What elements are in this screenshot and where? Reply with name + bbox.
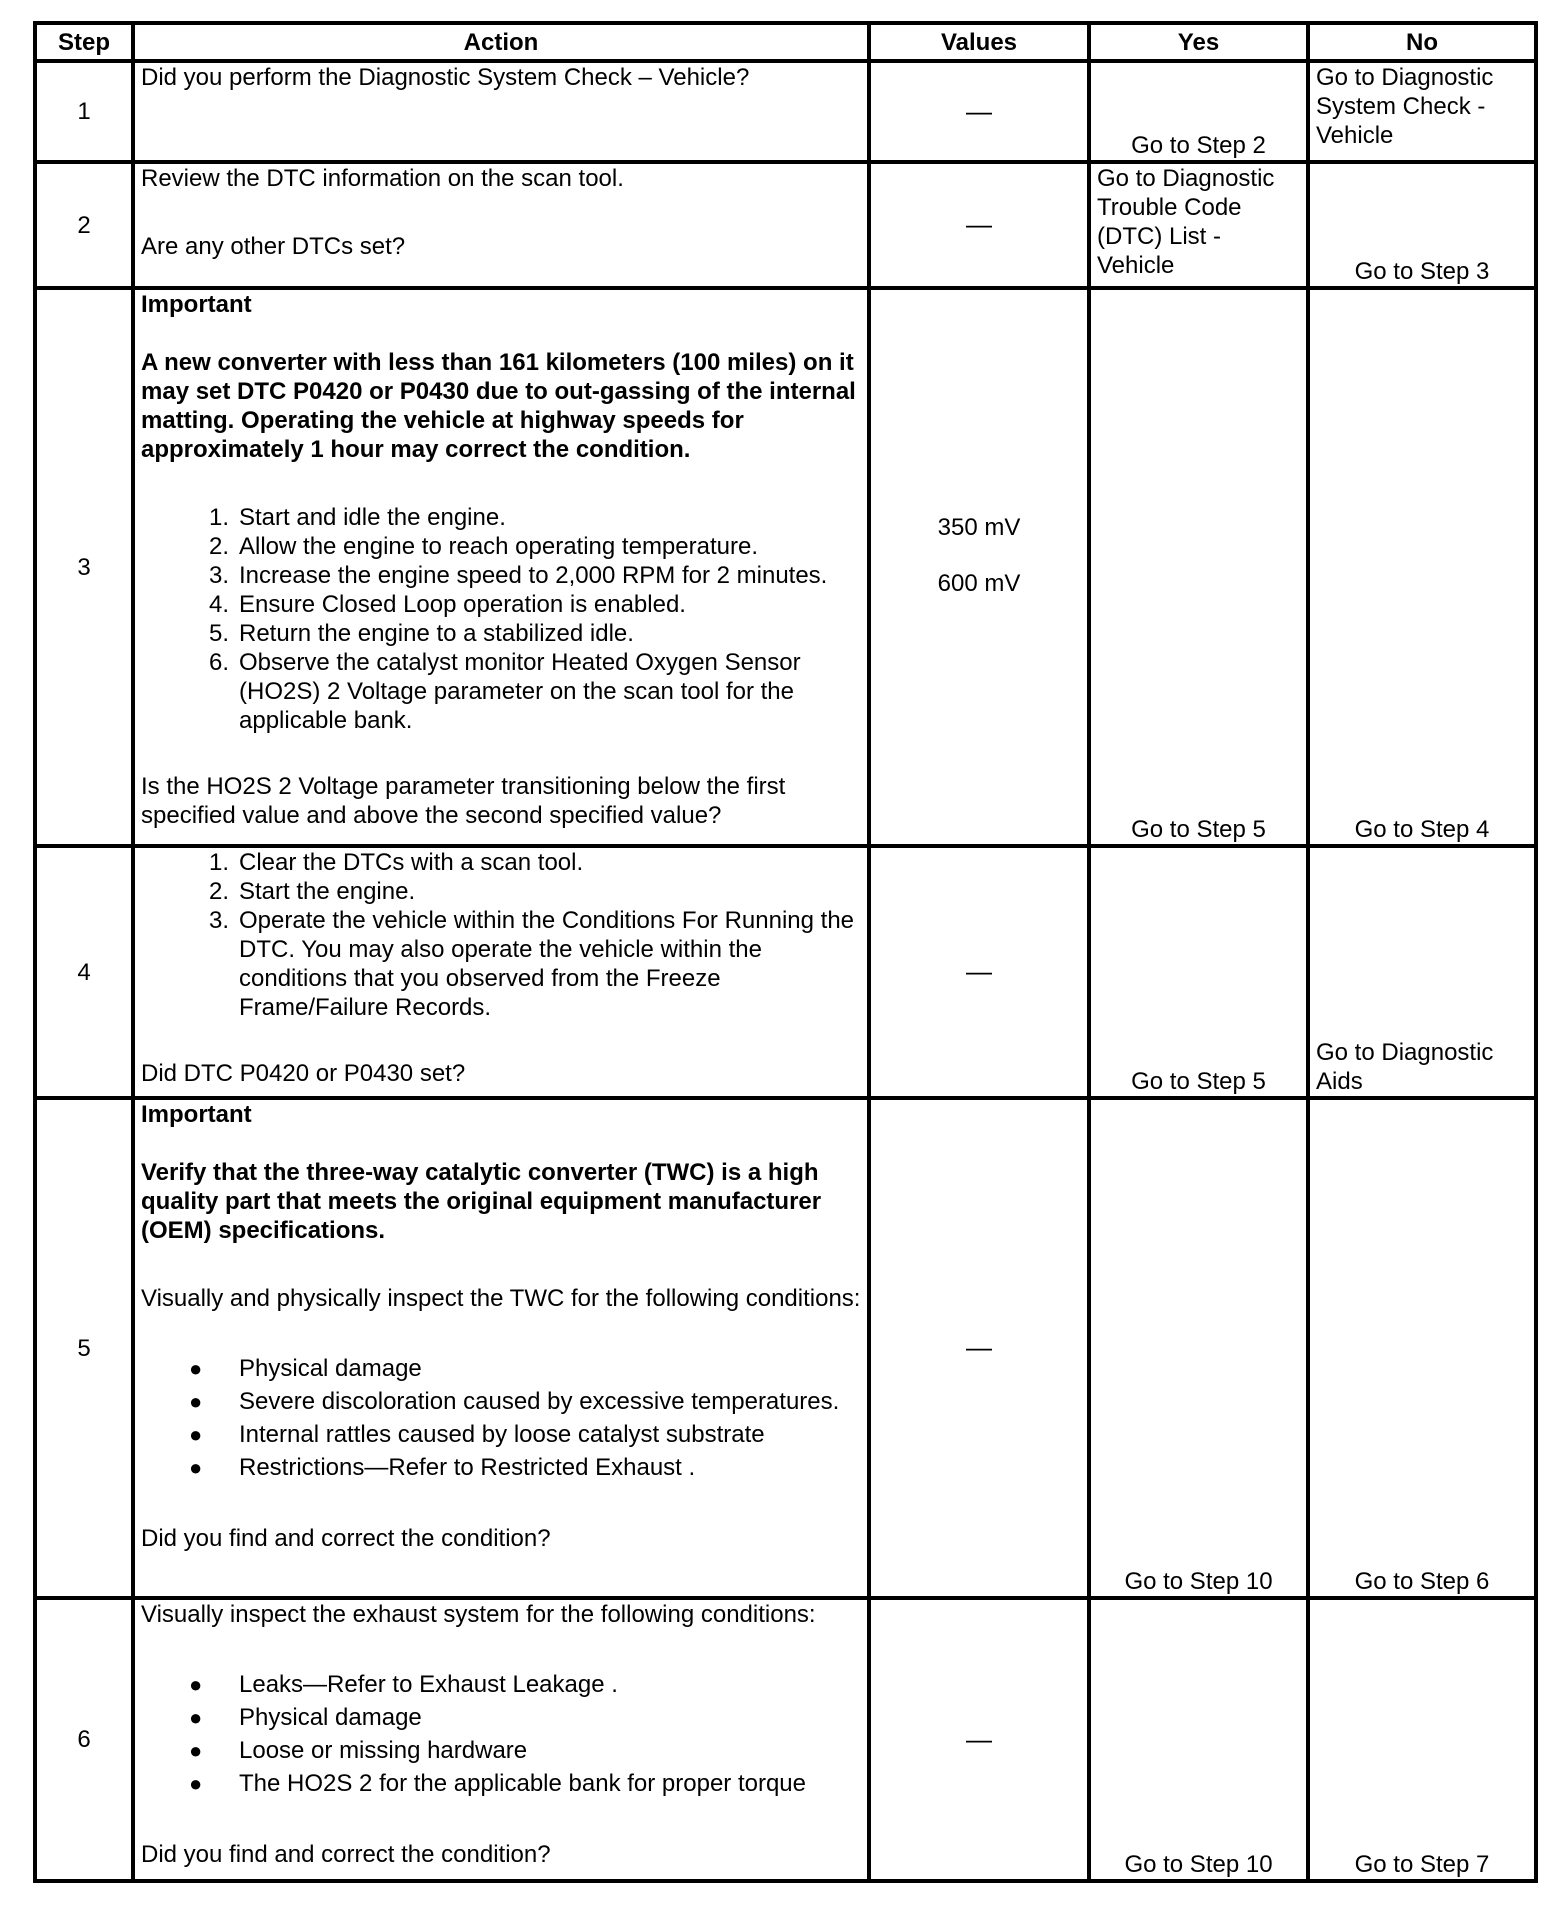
value-cell [869, 288, 1089, 846]
bullet-icon: ● [189, 1455, 203, 1480]
yes-cell: Go to Step 5 [1089, 288, 1308, 846]
step-number: 5 [35, 1098, 133, 1598]
list-item: ● Severe discoloration caused by excessive temperatures. [141, 1385, 861, 1418]
list-item: ● Loose or missing hardware [141, 1734, 861, 1767]
list-item: ● Restrictions—Refer to Restricted Exhaust . [141, 1451, 861, 1484]
yes-cell: Go to Step 2 [1089, 61, 1308, 162]
no-cell: Go to Diagnostic System Check - Vehicle [1308, 61, 1536, 162]
step-number: 2 [35, 162, 133, 288]
header-no: No [1308, 23, 1536, 61]
header-yes: Yes [1089, 23, 1308, 61]
list-item: 2. Allow the engine to reach operating temperature. [208, 533, 758, 560]
procedure-list [141, 848, 861, 1022]
bullet-icon: ● [189, 1356, 203, 1381]
step-number: 4 [35, 846, 133, 1098]
step-number: 3 [35, 288, 133, 846]
bullet-icon: ● [189, 1771, 203, 1796]
action-question: Did you find and correct the condition? [141, 1841, 551, 1868]
action-question: Did DTC P0420 or P0430 set? [141, 1060, 466, 1087]
no-cell: Go to Step 6 [1308, 1098, 1536, 1598]
table-row-step-2 [35, 162, 1536, 288]
list-item: 3. Operate the vehicle within the Conditions For Running the DTC. You may also operate the vehicle within the conditions that you observed from the Freeze Frame/Failure Records. [208, 907, 855, 1021]
procedure-list [141, 503, 861, 735]
action-intro: Visually and physically inspect the TWC for the following conditions: [141, 1285, 861, 1312]
list-item: ● Internal rattles caused by loose catalyst substrate [141, 1418, 861, 1451]
bullet-icon: ● [189, 1738, 203, 1763]
value-dash: — [966, 1723, 992, 1754]
bullet-icon: ● [189, 1422, 203, 1447]
yes-cell: Go to Step 10 [1089, 1598, 1308, 1881]
action-question: Are any other DTCs set? [141, 233, 406, 260]
list-item: 4. Ensure Closed Loop operation is enabled. [208, 591, 686, 618]
action-cell [133, 1598, 869, 1881]
no-cell: Go to Step 7 [1308, 1598, 1536, 1881]
condition-list [141, 1668, 861, 1800]
value-dash: — [966, 956, 992, 986]
action-cell [133, 162, 869, 288]
table-row-step-1 [35, 61, 1536, 162]
list-item: ● Physical damage [141, 1352, 861, 1385]
no-cell: Go to Step 4 [1308, 288, 1536, 846]
list-item: 3. Increase the engine speed to 2,000 RPM for 2 minutes. [208, 562, 828, 589]
no-cell: Go to Diagnostic Aids [1308, 846, 1536, 1098]
diagnostic-table [33, 21, 1538, 1883]
value-dash: — [966, 209, 992, 239]
value-cell [869, 162, 1089, 288]
yes-cell: Go to Step 10 [1089, 1098, 1308, 1598]
list-item: ● Leaks—Refer to Exhaust Leakage . [141, 1668, 861, 1701]
important-text: A new converter with less than 161 kilometers (100 miles) on it may set DTC P0420 or P0430 due to out-gassing of the internal matting. Operating the vehicle at highway speeds for approximately 1 hour may correct the condition. [141, 349, 856, 463]
list-item: ● Physical damage [141, 1701, 861, 1734]
header-action: Action [133, 23, 869, 61]
bullet-icon: ● [189, 1389, 203, 1414]
important-text: Verify that the three-way catalytic converter (TWC) is a high quality part that meets the original equipment manufacturer (OEM) specifications. [141, 1159, 822, 1244]
table-row-step-4 [35, 846, 1536, 1098]
action-cell [133, 846, 869, 1098]
list-item: 1. Clear the DTCs with a scan tool. [208, 849, 584, 876]
list-item: 6. Observe the catalyst monitor Heated Oxygen Sensor (HO2S) 2 Voltage parameter on the scan tool for the applicable bank. [208, 649, 801, 734]
action-cell [133, 1098, 869, 1598]
header-row [35, 23, 1536, 61]
action-cell [133, 61, 869, 162]
header-step: Step [35, 23, 133, 61]
action-cell [133, 288, 869, 846]
value-dash: — [966, 95, 992, 126]
yes-cell: Go to Step 5 [1089, 846, 1308, 1098]
important-title: Important [141, 291, 252, 318]
action-intro: Review the DTC information on the scan tool. [141, 165, 624, 192]
value-first: 350 mV [937, 514, 1021, 541]
step-number: 6 [35, 1598, 133, 1881]
list-item: 5. Return the engine to a stabilized idle. [208, 620, 634, 647]
value-second: 600 mV [937, 570, 1021, 597]
header-values: Values [869, 23, 1089, 61]
step-number: 1 [35, 61, 133, 162]
condition-list [141, 1352, 861, 1484]
value-cell [869, 1598, 1089, 1881]
value-dash: — [966, 1332, 992, 1362]
bullet-icon: ● [189, 1672, 203, 1697]
table-row-step-6 [35, 1598, 1536, 1881]
important-title: Important [141, 1101, 252, 1128]
table-row-step-3 [35, 288, 1536, 846]
yes-cell: Go to Diagnostic Trouble Code (DTC) List - Vehicle [1089, 162, 1308, 288]
value-cell [869, 846, 1089, 1098]
value-cell [869, 61, 1089, 162]
action-question: Did you find and correct the condition? [141, 1525, 551, 1552]
action-question: Did you perform the Diagnostic System Check – Vehicle? [141, 64, 750, 91]
value-cell [869, 1098, 1089, 1598]
action-question: Is the HO2S 2 Voltage parameter transitioning below the first specified value and above the second specified value? [141, 773, 786, 829]
no-cell: Go to Step 3 [1308, 162, 1536, 288]
table-row-step-5 [35, 1098, 1536, 1598]
bullet-icon: ● [189, 1705, 203, 1730]
list-item: 1. Start and idle the engine. [208, 504, 506, 531]
list-item: 2. Start the engine. [208, 878, 416, 905]
action-intro: Visually inspect the exhaust system for the following conditions: [141, 1601, 816, 1628]
list-item: ● The HO2S 2 for the applicable bank for proper torque [141, 1767, 861, 1800]
